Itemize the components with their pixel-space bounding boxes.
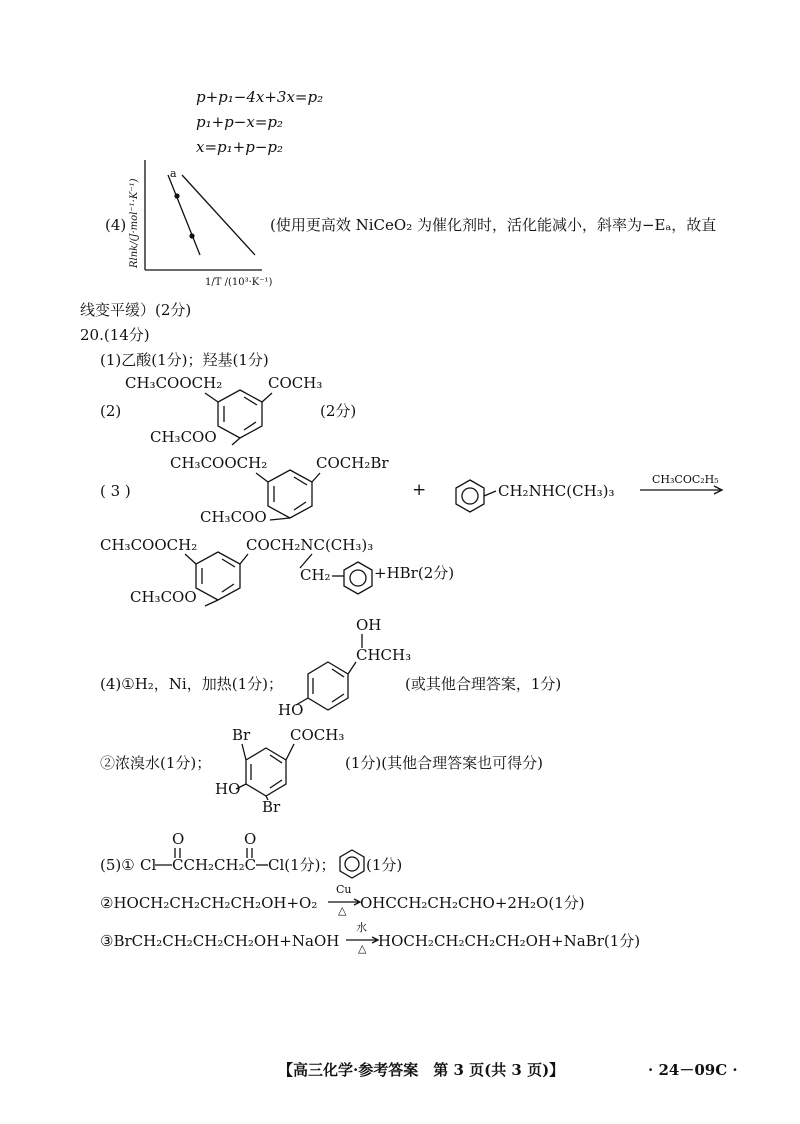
q20-part-1: (1)乙酸(1分)；羟基(1分) (100, 351, 269, 369)
p3-product-ch2: CH₂ (300, 566, 331, 584)
q20-part-2-score: (2分) (320, 402, 357, 420)
equation-3: x=p₁+p−p₂ (196, 138, 283, 156)
p4-2-coch3: COCH₃ (290, 726, 345, 744)
p4-2-br-top: Br (232, 726, 251, 744)
footer-page-info: 【高三化学·参考答案 第 3 页(共 3 页)】 (278, 1061, 565, 1079)
equation-2: p₁+p−x=p₂ (196, 113, 283, 131)
curve-label: a (170, 167, 177, 180)
q20-part-2-num: (2) (100, 402, 122, 420)
p3-ch3coo: CH₃COO (200, 508, 267, 526)
graph-x-label: 1/T /(10³·K⁻¹) (205, 277, 273, 288)
p3-product-ch3coo: CH₃COO (130, 588, 197, 606)
p3-reagent-2: CH₂NHC(CH₃)₃ (498, 482, 615, 500)
p3-condition: CH₃COC₂H₅ (652, 473, 719, 486)
p2-ch3coo: CH₃COO (150, 428, 217, 446)
q20-part-3-num: ( 3 ) (100, 482, 131, 500)
p2-coch3: COCH₃ (268, 374, 323, 392)
p3-product-ch3cooch2: CH₃COOCH₂ (100, 536, 198, 554)
p5-2-cond-top: Cu (336, 883, 352, 896)
q20-part-5-3-left: ③BrCH₂CH₂CH₂CH₂OH+NaOH (100, 932, 340, 950)
q20-part-4-1-note: (或其他合理答案，1分) (405, 675, 562, 693)
p5-1-cl-2: Cl(1分)； (268, 856, 336, 874)
q20-part-4-2-note: (1分)(其他合理答案也可得分) (345, 754, 543, 772)
p5-3-cond-top: 水 (356, 921, 367, 934)
p5-3-cond-bottom: △ (358, 942, 367, 955)
p4-2-ho: HO (215, 780, 241, 798)
footer-code: · 24－09C · (648, 1061, 738, 1079)
p4-2-br-bottom: Br (262, 798, 281, 816)
p4-1-ho: HO (278, 701, 304, 719)
q20-part-4-2: ②浓溴水(1分)； (100, 754, 212, 772)
p5-1-tail: (1分) (366, 856, 403, 874)
graph-y-label: Rlnk/(J·mol⁻¹·K⁻¹) (129, 178, 140, 268)
q19-4-number: (4) (105, 216, 127, 234)
p2-ch3cooch2: CH₃COOCH₂ (125, 374, 223, 392)
q20-part-5-2-left: ②HOCH₂CH₂CH₂CH₂OH+O₂ (100, 894, 318, 912)
q20-part-5-1-num: (5)① (100, 856, 135, 874)
p3-coch2br: COCH₂Br (316, 454, 389, 472)
q19-4-note-2: 线变平缓）(2分) (80, 301, 192, 319)
p5-1-cl-1: Cl (140, 856, 157, 874)
q20-part-4-1: (4)①H₂，Ni，加热(1分)； (100, 675, 283, 693)
q20-header: 20.(14分) (80, 326, 150, 344)
p5-1-chain: CCH₂CH₂C (172, 856, 257, 874)
p3-ch3cooch2: CH₃COOCH₂ (170, 454, 268, 472)
q19-4-note-1: (使用更高效 NiCeO₂ 为催化剂时，活化能减小，斜率为−Eₐ，故直 (270, 216, 717, 234)
q20-part-5-2-right: OHCCH₂CH₂CHO+2H₂O(1分) (360, 894, 585, 912)
equation-1: p+p₁−4x+3x=p₂ (196, 88, 324, 106)
p4-1-chch3: CHCH₃ (356, 646, 412, 664)
p3-product-hbr: +HBr(2分) (374, 564, 455, 582)
p5-2-cond-bottom: △ (338, 904, 347, 917)
p5-1-o-2: O (244, 830, 257, 848)
p5-1-o-1: O (172, 830, 185, 848)
p4-1-oh: OH (356, 616, 382, 634)
q20-part-5-3-right: HOCH₂CH₂CH₂CH₂OH+NaBr(1分) (378, 932, 641, 950)
p3-plus: + (412, 480, 427, 500)
p3-product-coch2nc: COCH₂NC(CH₃)₃ (246, 536, 374, 554)
